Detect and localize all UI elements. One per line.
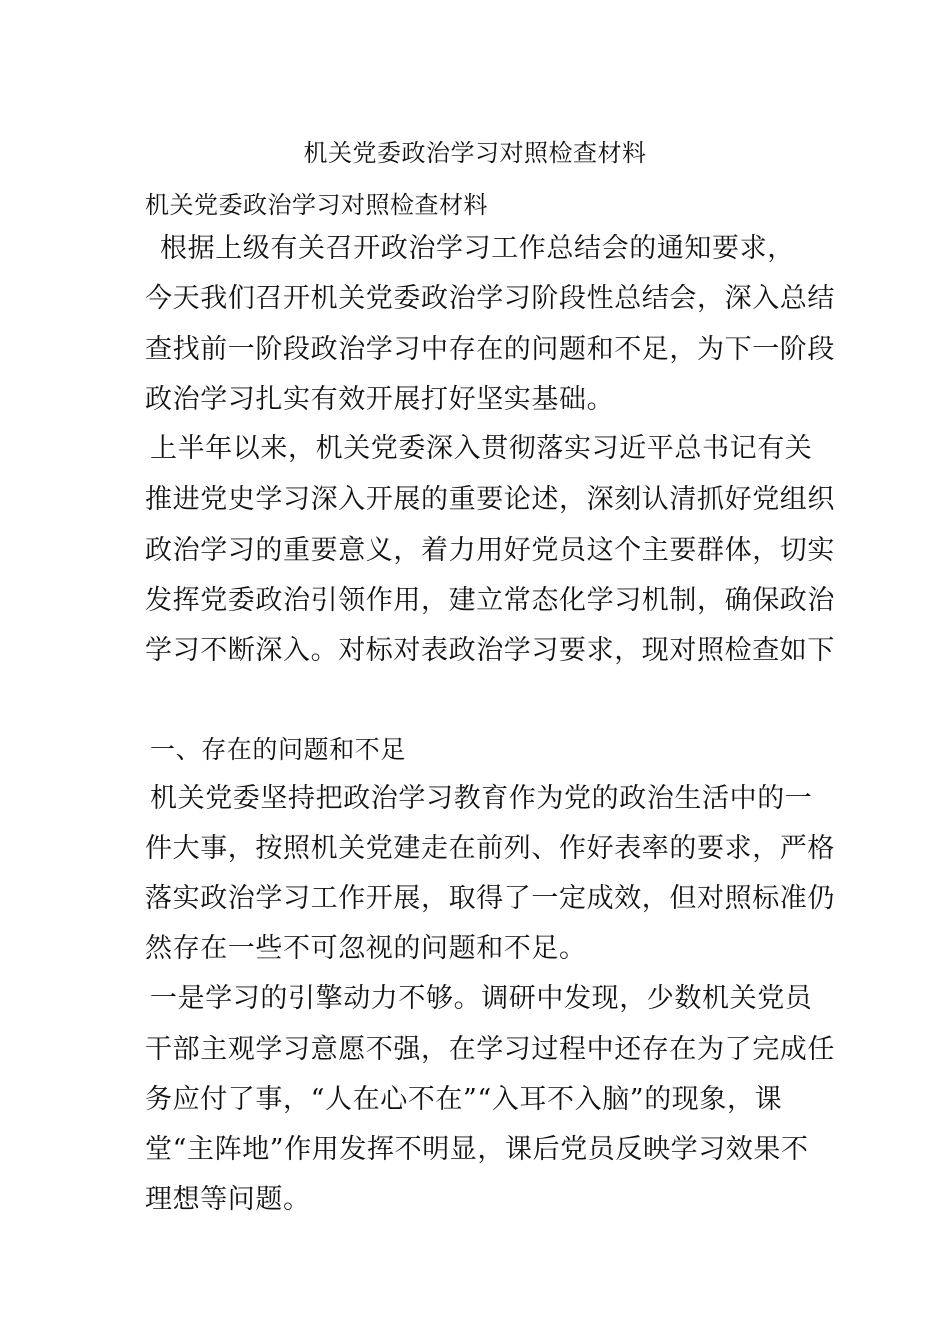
paragraph-1-line-1: 根据上级有关召开政治学习工作总结会的通知要求，: [160, 233, 795, 264]
paragraph-4-line-1: 一是学习的引擎动力不够。调研中发现，少数机关党员: [150, 983, 813, 1014]
paragraph-2-line-1: 上半年以来，机关党委深入贯彻落实习近平总书记有关: [150, 433, 813, 464]
document-title: 机关党委政治学习对照检查材料: [303, 139, 647, 167]
document-subtitle: 机关党委政治学习对照检查材料: [145, 191, 488, 219]
paragraph-3-line-4: 然存在一些不可忽视的问题和不足。: [145, 933, 587, 964]
paragraph-4-line-4: 堂“主阵地”作用发挥不明显，课后党员反映学习效果不: [145, 1134, 809, 1165]
section-heading-problems: 一、存在的问题和不足: [150, 735, 407, 764]
paragraph-2-line-2: 推进党史学习深入开展的重要论述，深刻认清抓好党组织: [145, 484, 835, 515]
paragraph-1-line-2: 今天我们召开机关党委政治学习阶段性总结会，深入总结: [145, 283, 835, 314]
paragraph-1-line-4: 政治学习扎实有效开展打好坚实基础。: [145, 384, 615, 415]
paragraph-1-line-3: 查找前一阶段政治学习中存在的问题和不足，为下一阶段: [145, 334, 835, 365]
paragraph-4-line-3: 务应付了事，“人在心不在”“入耳不入脑”的现象，课: [145, 1084, 783, 1115]
paragraph-4-line-5: 理想等问题。: [145, 1184, 311, 1215]
paragraph-4-line-2: 干部主观学习意愿不强，在学习过程中还存在为了完成任: [145, 1034, 835, 1065]
paragraph-2-line-3: 政治学习的重要意义，着力用好党员这个主要群体，切实: [145, 535, 835, 566]
paragraph-2-line-5: 学习不断深入。对标对表政治学习要求，现对照检查如下: [145, 635, 835, 666]
paragraph-3-line-2: 件大事，按照机关党建走在前列、作好表率的要求，严格: [145, 833, 835, 864]
paragraph-3-line-3: 落实政治学习工作开展，取得了一定成效，但对照标准仍: [145, 883, 835, 914]
paragraph-2-line-4: 发挥党委政治引领作用，建立常态化学习机制，确保政治: [145, 585, 835, 616]
paragraph-3-line-1: 机关党委坚持把政治学习教育作为党的政治生活中的一: [150, 783, 813, 814]
